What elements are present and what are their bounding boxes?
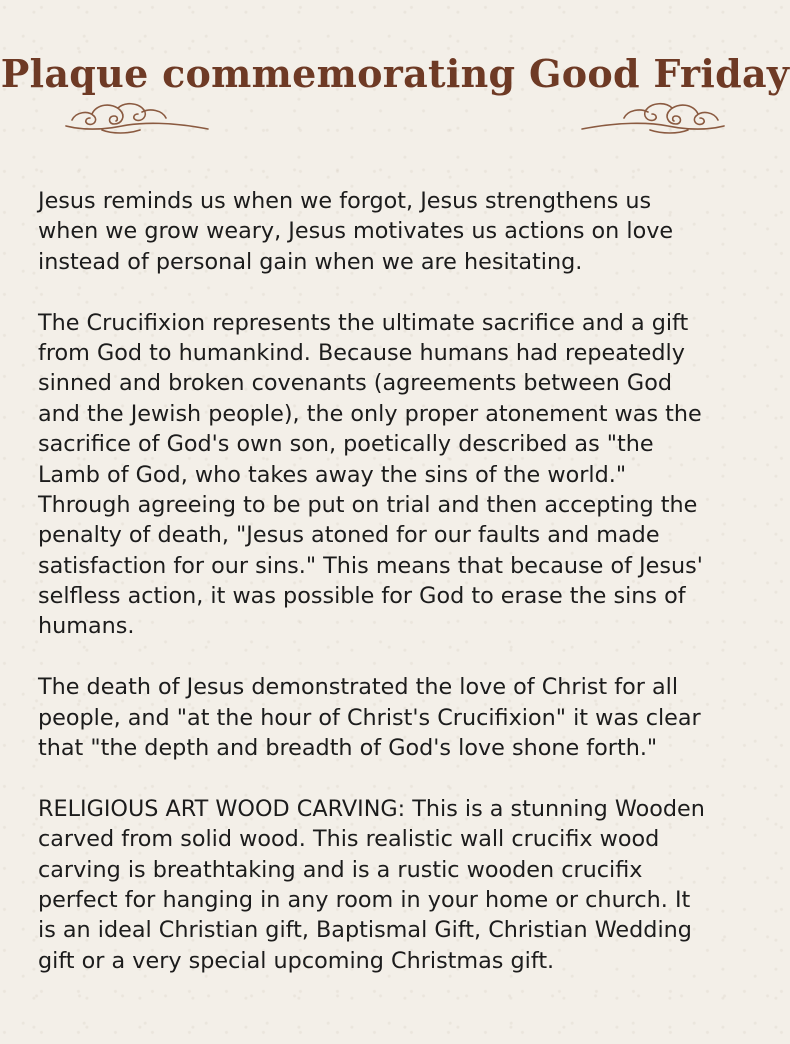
- cloud-ornament-icon: [578, 96, 728, 138]
- text-line: when we grow weary, Jesus motivates us actions on love: [38, 218, 674, 245]
- text-line: RELIGIOUS ART WOOD CARVING: This is a stunning Wooden: [38, 795, 705, 822]
- text-line: people, and "at the hour of Christ's Crucifixion" it was clear: [38, 704, 701, 731]
- text-line: Jesus reminds us when we forgot, Jesus strengthens us: [38, 188, 652, 214]
- paragraph-3: [38, 672, 778, 763]
- text-line: from God to humankind. Because humans had repeatedly: [38, 339, 685, 366]
- paragraph-1: [38, 186, 778, 277]
- text-line: Lamb of God, who takes away the sins of the world.": [38, 461, 627, 488]
- text-line: instead of personal gain when we are hesitating.: [38, 248, 583, 275]
- text-line: carved from solid wood. This realistic wall crucifix wood: [38, 826, 660, 853]
- text-line: is an ideal Christian gift, Baptismal Gift, Christian Wedding: [38, 917, 692, 944]
- text-line: selfless action, it was possible for God to erase the sins of: [38, 583, 686, 610]
- page-title: Plaque commemorating Good Friday: [0, 51, 790, 97]
- paragraph-4: [38, 794, 778, 976]
- text-line: satisfaction for our sins." This means that because of Jesus': [38, 552, 703, 579]
- cloud-ornament-icon: [62, 96, 212, 138]
- text-line: and the Jewish people), the only proper atonement was the: [38, 400, 702, 427]
- paragraph-2: [38, 308, 778, 642]
- text-line: The death of Jesus demonstrated the love of Christ for all: [38, 674, 679, 701]
- text-line: gift or a very special upcoming Christmas gift.: [38, 947, 555, 974]
- text-line: that "the depth and breadth of God's love shone forth.": [38, 735, 658, 762]
- text-line: sacrifice of God's own son, poetically described as "the: [38, 431, 654, 458]
- text-line: perfect for hanging in any room in your home or church. It: [38, 886, 691, 913]
- text-line: carving is breathtaking and is a rustic wooden crucifix: [38, 856, 643, 883]
- text-line: Through agreeing to be put on trial and then accepting the: [38, 491, 698, 518]
- text-line: The Crucifixion represents the ultimate sacrifice and a gift: [38, 309, 689, 336]
- text-line: humans.: [38, 613, 135, 640]
- text-line: sinned and broken covenants (agreements between God: [38, 370, 673, 397]
- body-text: [38, 186, 778, 1007]
- text-line: penalty of death, "Jesus atoned for our faults and made: [38, 522, 660, 549]
